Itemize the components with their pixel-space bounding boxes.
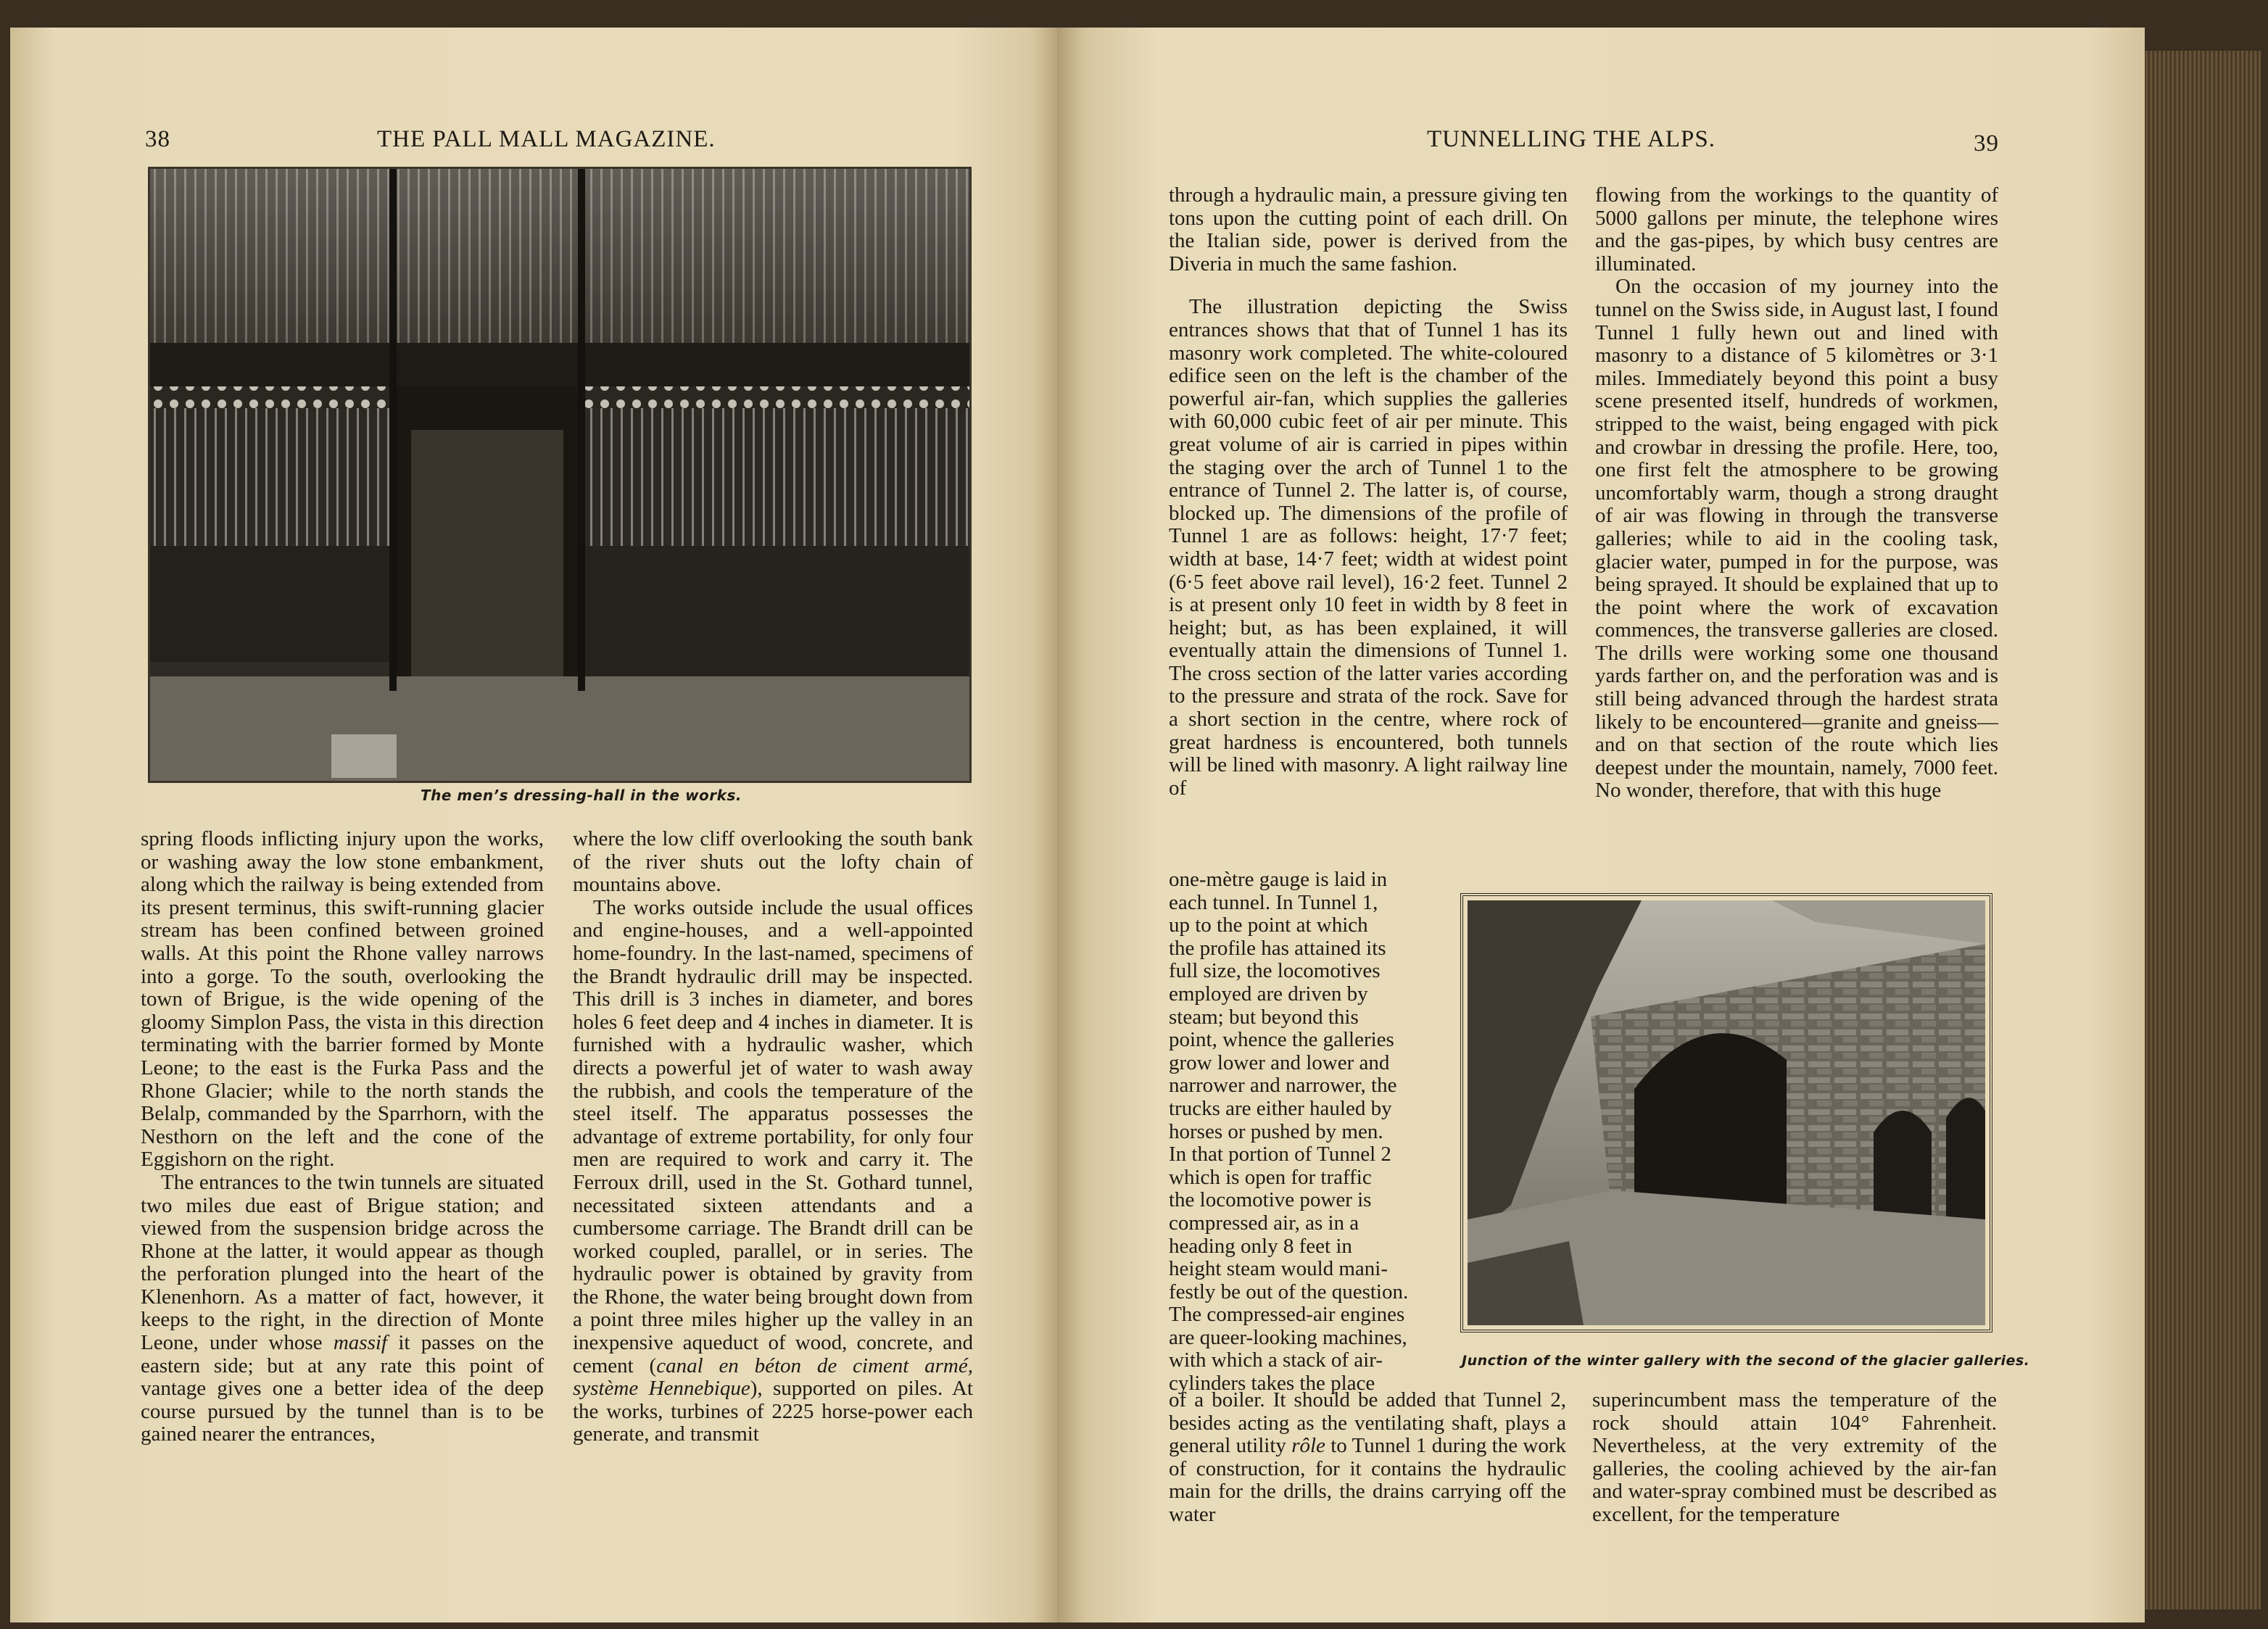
italic-term: massif [333,1331,387,1355]
glacier-gallery-photo [1460,893,1992,1332]
text-line: each tunnel. In Tunnel 1, [1169,890,1378,914]
paragraph [573,897,973,1446]
right-column-2-bottom [1592,1389,1997,1527]
paragraph: The illustration depicting the Swiss entrances shows that that of Tunnel 1 has its masonry work completed. The white-coloured edifice seen on the left is the chamber of the powerful air-fan, which supplies the galleries with 60,000 cubic feet of air per minute. This great volume of air is carried in pipes within the staging over the arch of Tunnel 1 to the entrance of Tunnel 2. The latter is, of course, blocked up. The dimensions of the profile of Tunnel 1 are as follows: height, 17·7 feet; width at base, 14·7 feet; width at widest point (6·5 feet above rail level), 16·2 feet. Tunnel 2 is at present only 10 feet in width by 8 feet in height; but, as has been explained, it will eventually attain the dimensions of Tunnel 1. The cross section of the latter varies according to the pressure and strata of the rock. Save for a short section in the centre, where rock of great hardness is encountered, both tunnels will be lined with masonry. A light railway line of [1169,295,1568,800]
text-run: to Tunnel 1 during the work of construction, for it contains the hydraulic main for the drills, the drains carrying off the water [1169,1434,1566,1526]
text-line: height steam would mani- [1169,1257,1388,1281]
right-column-1-bottom [1169,1389,1566,1527]
page-edges [2145,51,2261,1609]
paragraph: spring floods inflicting injury upon the works, or washing away the low stone embankment, along which the railway is being extended from its present terminus, this swift-running glacier stream has been confined between groined walls. At this point the Rhone valley narrows into a gorge. To the south, overlooking the town of Brigue, is the wide opening of the gloomy Simplon Pass, the vista in this direction terminating with the barrier formed by Monte Leone; to the east is the Furka Pass and the Rhone Glacier; while to the north stands the Belalp, commanded by the Sparrhorn, with the Nesthorn on the left and the cone of the Eggishorn on the right. [141,827,544,1172]
text-run: ), supported on piles. At the works, turbines of 2225 horse-power each generate, and transmit [573,1377,973,1446]
text-line: The compressed-air engines [1169,1303,1405,1327]
right-page-number: 39 [1974,130,1999,157]
text-run: The works outside include the usual offices and engine-houses, and a well-appointed home-foundry. In the last-named, specimens of the Brandt hydraulic drill may be inspected. This drill is 3 inches in diameter, and bores holes 6 feet deep and 4 inches in diameter. It is furnished with a hydraulic washer, which directs a powerful jet of water to wash away the rubbish, and cools the temperature of the steel itself. The apparatus possesses the advantage of extreme portability, for only four men are required to work and carry it. The Ferroux drill, used in the St. Gothard tunnel, necessitated sixteen attendants and a cumbersome carriage. The Brandt drill can be worked coupled, parallel, or in series. The hydraulic power is obtained by gravity from the Rhone, the water being brought down from a point three miles higher up the valley in an inexpensive aqueduct of wood, concrete, and cement ( [573,895,973,1377]
paragraph: through a hydraulic main, a pressure giving ten tons upon the cutting point of each drill. On the Italian side, power is derived from the Diveria in much the same fashion. [1169,183,1568,275]
text-line: point, whence the galleries [1169,1028,1394,1052]
dressing-hall-photo [148,167,972,783]
text-line: employed are driven by [1169,982,1368,1006]
text-line: grow lower and lower and [1169,1050,1390,1074]
text-line: up to the point at which [1169,913,1368,937]
italic-term: canal en béton de ciment armé, système Hennebique [573,1354,973,1401]
text-line: trucks are either hauled by [1169,1096,1392,1120]
text-run: The entrances to the twin tunnels are situated two miles due east of Brigue station; and viewed from the suspension bridge across the Rhone at the latter, it would appear as though the perforation plunged into the heart of the Klenenhorn. As a matter of fact, however, it keeps to the right, in the direction of Monte Leone, under whose [141,1170,544,1355]
text-line: the profile has attained its [1169,936,1386,960]
text-line: steam; but beyond this [1169,1005,1359,1029]
text-line: which is open for traffic [1169,1165,1372,1189]
text-line: with which a stack of air- [1169,1348,1383,1372]
text-line: In that portion of Tunnel 2 [1169,1143,1391,1166]
right-figure-caption: Junction of the winter gallery with the second of the glacier galleries. [1462,1353,2030,1369]
text-line: cylinders takes the place [1169,1372,1375,1396]
paragraph [1169,1389,1566,1527]
paragraph: flowing from the workings to the quantity of 5000 gallons per minute, the telephone wires and the gas-pipes, by which busy centres are illuminated. [1595,183,1998,275]
gallery-junction-illustration [1468,900,1985,1325]
paragraph: On the occasion of my journey into the tunnel on the Swiss side, in August last, I found Tunnel 1 fully hewn out and lined with masonry to a distance of 5 kilomètres or 3·1 miles. Immediately beyond this point a busy scene presented itself, hundreds of workmen, stripped to the waist, being engaged with pick and crowbar in dressing the profile. Here, too, one first felt the atmosphere to be growing uncomfortably warm, though a strong draught of air was flowing in through the transverse galleries; while to aid in the cooling task, glacier water, pumped in for the purpose, was being sprayed. It should be explained that up to the point where the work of excavation commences, the transverse galleries are closed. The drills were working some one thousand yards farther on, and the perforation was and is still being advanced through the hardest strata likely to be encountered—granite and gneiss—and on that section of the route which lies deepest under the mountain, namely, 7000 feet. No wonder, therefore, that with this huge [1595,275,1998,803]
left-running-head: THE PALL MALL MAGAZINE. [377,126,716,152]
text-line: horses or pushed by men. [1169,1119,1383,1143]
left-figure-caption: The men’s dressing-hall in the works. [421,787,742,804]
text-line: heading only 8 feet in [1169,1234,1352,1258]
paragraph: superincumbent mass the temperature of the rock should attain 104° Fahrenheit. Nevertheless, at the very extremity of the galleries, the cooling achieved by the air-fan and water-spray combined must be described as excellent, for the temperature [1592,1388,1997,1526]
text-line: one-mètre gauge is laid in [1169,868,1388,891]
text-run: it passes on the eastern side; but at any rate this point of vantage gives one a better idea of the deep course pursued by the tunnel than is to be gained nearer the entrances, [141,1331,544,1446]
text-line: festly be out of the question. [1169,1280,1409,1303]
right-running-head: TUNNELLING THE ALPS. [1427,126,1716,152]
text-line: the locomotive power is [1169,1188,1372,1212]
text-line: narrower and narrower, the [1169,1074,1397,1098]
paragraph: where the low cliff overlooking the south bank of the river shuts out the lofty chain of mountains above. [573,827,973,897]
right-column-2-top [1595,184,1998,803]
left-page-number: 38 [145,126,170,152]
left-column-1 [141,828,544,1446]
text-line: are queer-looking machines, [1169,1325,1407,1349]
left-column-2 [573,828,973,1446]
text-line: full size, the locomotives [1169,959,1381,983]
text-run: of a boiler. It should be added that Tunnel 2, besides acting as the ventilating shaft, plays a general utility [1169,1388,1566,1458]
text-line: compressed air, as in a [1169,1211,1359,1235]
italic-term: rôle [1291,1434,1325,1458]
dressing-hall-illustration [150,169,969,781]
right-column-1-narrow [1169,869,1425,1396]
paragraph [141,1172,544,1446]
right-column-1-top [1169,184,1568,800]
